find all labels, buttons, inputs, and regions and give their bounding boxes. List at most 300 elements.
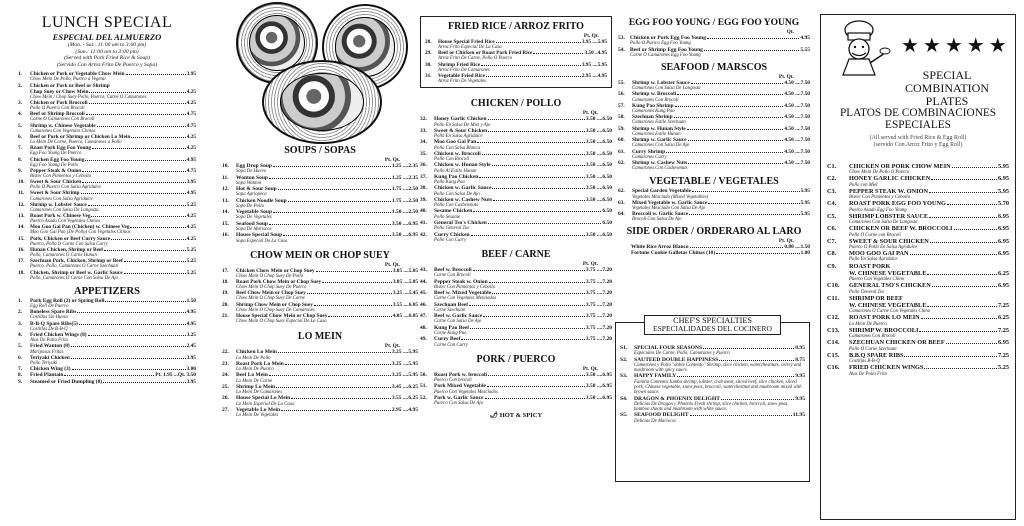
- menu-item: [618, 103, 810, 114]
- item-price: 3.50 ....6.95: [391, 232, 418, 239]
- item-description: Carne Con Salsa De Ajo: [434, 319, 482, 325]
- item-price: 4.95: [186, 190, 196, 197]
- menu-item: [618, 188, 810, 199]
- item-description: Lo Mein De Vegetales: [236, 413, 279, 419]
- item-description: Lo Mein De Camarones: [236, 390, 283, 396]
- item-price: Pt. 1.95 ...Qt. 3.50: [155, 372, 196, 379]
- item-name: Mixed Vegetable w. Garlic Sauce: [632, 199, 708, 206]
- menu-item: [827, 282, 1009, 294]
- item-description: Chow Mein O Chop Suey Especial De La Casa: [236, 319, 327, 324]
- item-description: Carne Con Curry: [434, 342, 468, 348]
- item-description: Camarones Estilo Szechuan: [632, 120, 686, 126]
- friedrice-pt-qt: Pt. Qt.: [583, 33, 599, 39]
- item-name: CHICKEN OR BEEF W. BROCCOLI: [849, 225, 953, 233]
- item-description: Lo Mein De Carne, Puerco, Camarones a Pollo: [30, 140, 122, 146]
- menu-item: [618, 114, 810, 125]
- item-price: 9.95: [795, 373, 805, 380]
- menu-item: [620, 373, 805, 395]
- item-name: Steamed or Fried Dumpling (8): [30, 378, 103, 385]
- item-description: Pollo Con Salsa Blanca: [434, 145, 480, 151]
- item-name: Roast Pork w. Chinese Veg: [30, 213, 91, 220]
- chowmein-title: CHOW MEIN OR CHOP SUEY: [250, 249, 390, 261]
- item-name: Teriyaki Chicken: [30, 354, 70, 361]
- menu-item: [425, 50, 607, 61]
- menu-item: [618, 250, 810, 256]
- item-price: 3.50 ....6.95: [585, 394, 612, 401]
- item-name: Chicken or Pork or Beef or Shrimp: [30, 82, 110, 89]
- eggfoo-qt: Qt.: [786, 29, 794, 35]
- menu-item: [618, 47, 810, 59]
- item-number: 12.: [222, 186, 229, 193]
- beef-title: BEEF / CARNE: [481, 249, 551, 261]
- item-description: Camarones Con Brocoli: [632, 97, 679, 103]
- item-number: 29.: [425, 50, 432, 57]
- item-name: Boneless Spare Ribs: [30, 309, 77, 316]
- item-name: Vegetable Lo Mein: [236, 406, 281, 413]
- item-price: 7.25: [997, 302, 1009, 310]
- item-description: Arroz Frito De Vegetales: [438, 78, 486, 84]
- item-name: Honey Garlic Chicken: [434, 116, 487, 123]
- item-price: 4.50 ....7.50: [784, 125, 810, 132]
- lunch-column: [18, 0, 196, 526]
- item-number: 17.: [18, 258, 25, 265]
- item-number: 54.: [618, 46, 625, 53]
- item-number: 15.: [18, 235, 25, 242]
- item-number: 38.: [420, 185, 427, 192]
- item-price: 3.50 ....6.50: [585, 127, 612, 134]
- item-name: FRIED CHICKEN WINGS: [849, 364, 924, 372]
- item-number: S2.: [620, 356, 628, 363]
- item-price: 3.25 ....5.45: [392, 290, 418, 297]
- menu-item: [620, 396, 805, 413]
- item-name: Chicken Lo Mein: [236, 349, 277, 356]
- item-description: Pollo Teriyaki: [30, 361, 58, 367]
- item-description: Sopa De Vegetales: [236, 215, 272, 221]
- menu-item: [420, 383, 612, 395]
- item-number: 14.: [18, 224, 25, 231]
- item-name: Roast Pork w. broccoli: [434, 371, 488, 378]
- lunch-hours-line: (Served with Pork Fried Rice & Soup): [64, 55, 150, 62]
- item-number: 62.: [618, 188, 625, 195]
- item-number: 50.: [420, 371, 427, 378]
- item-name: Beef w. Broccoli: [434, 267, 472, 274]
- menu-item: [18, 332, 196, 343]
- item-price: 5.70: [997, 200, 1009, 208]
- item-description: Camarones Con Brocoli: [849, 334, 896, 340]
- item-description: Carne O Camarones Egg Foo Young: [630, 52, 701, 58]
- item-number: 42.: [420, 231, 427, 238]
- item-name: Chop Suey or Chow Mein: [30, 88, 89, 95]
- menu-item: [18, 134, 196, 145]
- item-number: C10.: [827, 282, 840, 290]
- item-description: Alas De Pollo Frito: [849, 371, 887, 377]
- item-price: 5.25: [186, 246, 196, 253]
- item-number: 43.: [420, 267, 427, 274]
- item-description: Puerco Asado Egg Foo Young: [849, 207, 907, 213]
- item-description: Carne Con Brocoli: [434, 273, 471, 279]
- item-name: House Special Soup: [236, 232, 283, 239]
- chowmein-pt-qt: Pt. Qt.: [384, 261, 400, 268]
- menu-item: [827, 295, 1009, 302]
- menu-item: [827, 352, 1009, 364]
- item-description: Camarones Con Salsa De Langosta: [30, 207, 99, 213]
- item-name: Fortune Cookie Galletas Chinas (10): [631, 249, 716, 256]
- menu-item: [618, 211, 810, 222]
- item-name: ROAST PORK: [849, 262, 891, 270]
- item-description: Pollo Con Salsa De Ajo: [434, 191, 480, 197]
- eggfoo-title: EGG FOO YOUNG / EGG FOO YOUNG: [628, 18, 800, 28]
- item-price: 3.75 ....7.20: [585, 267, 612, 274]
- item-price: 4.25: [186, 100, 196, 107]
- item-description: Puerco Con brocoli: [434, 378, 472, 384]
- menu-item: [18, 379, 196, 385]
- item-name: Szechuan Pork, Chicken, Shrimp or Beef: [30, 258, 123, 265]
- item-name: HONEY GARLIC CHICKEN: [849, 175, 931, 183]
- item-name: SZECHUAN CHICKEN OR BEEF: [849, 339, 945, 347]
- item-number: 44.: [420, 278, 427, 285]
- menu-item: [222, 268, 418, 279]
- item-description: Vegetales Mezclado (Mixed Vegetables): [632, 194, 709, 200]
- item-name: Chicken w. Hunan Style: [434, 162, 491, 169]
- item-price: 3.55 ....6.05: [392, 301, 418, 308]
- menu-item: [420, 197, 612, 209]
- item-name: Broccoli w. Garlic Sauce: [632, 211, 689, 218]
- item-description: Lo Mein De Carne: [236, 378, 273, 384]
- item-name: Fried Wanton (8): [30, 343, 70, 350]
- item-number: 28.: [425, 39, 432, 45]
- item-price: 3.95 ....5.95: [581, 39, 607, 45]
- item-number: 41.: [420, 219, 427, 226]
- menu-item: [620, 412, 805, 424]
- menu-item: [827, 188, 1009, 200]
- menu-item: [827, 302, 1009, 314]
- special-combination-title: SPECIAL COMBINATION PLATES: [905, 68, 989, 108]
- item-name: Chicken w. Cashew Nuts: [434, 196, 493, 203]
- menu-item: [420, 139, 612, 151]
- item-name: General Tso's Chicken: [434, 219, 487, 226]
- item-number: C8.: [827, 250, 837, 258]
- item-description: Camarones Con Salsa De Langosta: [849, 220, 918, 226]
- menu-item: [827, 314, 1009, 326]
- item-description: Pollo En Salsa Agridulce: [849, 257, 898, 263]
- item-description: Lo Mein De Puerco: [236, 367, 274, 373]
- item-number: 62.: [618, 159, 625, 166]
- item-number: 26.: [222, 395, 229, 402]
- special-combination-note: (All served with Fried Rice & Egg Roll) (servido Con Arroz Frito y Egg Roll): [869, 135, 967, 148]
- menu-item: [420, 208, 612, 220]
- item-price: 6.50: [602, 219, 612, 226]
- item-number: 56.: [618, 91, 625, 98]
- item-description: Chow Mein O Chop Suey De Camarones: [236, 307, 315, 313]
- menu-item: [618, 149, 810, 160]
- item-number: 35.: [420, 150, 427, 157]
- item-number: 64.: [618, 211, 625, 218]
- item-number: 16.: [18, 246, 25, 253]
- item-description: Sopa De Huevo: [236, 169, 267, 175]
- item-number: 39.: [420, 196, 427, 203]
- item-price: 3.25 ....5.95: [391, 372, 418, 379]
- menu-item: [18, 343, 196, 354]
- item-description: Especiales De Carne, Pollo, Camarones y Puerco: [634, 351, 730, 357]
- item-price: 3.50 ....6.95: [585, 383, 612, 390]
- item-name: Shrimp w. Garlic Sauce: [632, 137, 687, 144]
- friedrice-list: [425, 39, 607, 84]
- menu-item: [827, 200, 1009, 212]
- item-name: Kung Pao Chicken: [434, 173, 479, 180]
- menu-item: [18, 111, 196, 122]
- item-name: Beef or Shrimp Egg Foo Young: [630, 46, 703, 53]
- sideorder-title: SIDE ORDER / ORDERARO AL LARO: [626, 225, 802, 237]
- plate-image: [262, 60, 382, 144]
- item-price: 3.95: [186, 71, 196, 78]
- item-description: Chow Mein De Pollo, Puerco a Vegetal: [30, 77, 106, 83]
- pepper-icon: 🌶: [489, 412, 499, 420]
- item-number: 5.: [18, 122, 22, 129]
- vegetable-list: [618, 188, 810, 222]
- item-description: Camarones Con Salsa Agridulce: [30, 196, 93, 202]
- lunch-header: [18, 0, 196, 68]
- item-number: 31.: [425, 72, 432, 79]
- menu-item: [425, 62, 607, 73]
- item-number: C6.: [827, 225, 837, 233]
- item-name: Chicken or Pork or Vegetable Chow Mein: [30, 71, 125, 78]
- beef-list: [420, 267, 612, 348]
- item-name: Roast Pork Chow Mein or Chop Suey: [236, 279, 322, 286]
- item-number: 22.: [222, 349, 229, 356]
- item-price: 4.50 ....7.50: [784, 148, 810, 155]
- item-price: 1.25 ....2.35: [391, 174, 418, 181]
- item-description: Sopa De Mariscos: [236, 226, 272, 232]
- item-description: Camarones Kung Pao: [632, 109, 675, 115]
- item-description: Familia Contenta Jumbo shrimp, lobster, crab meat, sliced beef, slice chicken, sliced pork, Chinese vegetable, snow peas, broccoli, waterchestnut and mushroom mixed with brown sauce.: [634, 379, 802, 396]
- item-number: C5.: [827, 212, 837, 220]
- item-name: Moo Goo Gai Pan (Chicken) w. Chinese Veg: [30, 224, 130, 231]
- lunch-hours: [18, 42, 196, 68]
- item-number: 53.: [618, 35, 625, 41]
- item-price: 3.25: [186, 332, 196, 339]
- menu-item: [18, 270, 196, 281]
- item-number: 55.: [618, 80, 625, 87]
- menu-item: [827, 225, 1009, 237]
- item-price: 4.50 ....7.50: [784, 91, 810, 98]
- item-name: Pepper Steak & Onion: [30, 167, 82, 174]
- menu-item: [222, 232, 418, 244]
- item-number: 59.: [618, 125, 625, 132]
- item-number: C16.: [827, 364, 840, 372]
- item-number: 49.: [420, 336, 427, 343]
- item-name: HAPPY FAMILY: [634, 373, 677, 380]
- item-name: Wonton Soup: [236, 174, 268, 181]
- item-name: Seafood Soup: [236, 220, 268, 227]
- item-name: SPECIAL FOUR SEASONS: [634, 345, 703, 351]
- pork-list: [420, 372, 612, 407]
- menu-item: [18, 145, 196, 156]
- menu-item: [420, 313, 612, 325]
- menu-item: [420, 151, 612, 163]
- item-number: 1.: [18, 297, 23, 304]
- item-description: Puerco Con Vegetales Mezclados: [434, 389, 498, 395]
- item-description: Egg Foo Young De Pollo: [30, 162, 79, 168]
- appetizers-title: APPETIZERS: [74, 285, 140, 297]
- item-name: Shrimp w. Lobster Sauce: [632, 80, 690, 87]
- item-number: C9.: [827, 262, 837, 270]
- friedrice-box: [420, 16, 612, 88]
- hot-spicy-note: 🌶 HOT & SPICY: [489, 412, 543, 420]
- item-description: Pollo O Carne con Brocoli: [849, 232, 901, 238]
- item-description: Camarones Con Salsa De Langosta: [632, 86, 701, 92]
- item-price: 4.50 ....7.50: [784, 137, 810, 144]
- item-name: Pork, Chicken or Beef Curry Sauce: [30, 235, 111, 242]
- item-number: C15.: [827, 351, 840, 359]
- item-price: 1.75 ....2.50: [391, 186, 418, 193]
- item-name: Chicken Chow Mein or Chop Suey: [236, 267, 315, 274]
- menu-item: [827, 175, 1009, 187]
- item-description: Moo Goo Gai Pan (De Pollo) Con Vegetales Chinos: [30, 230, 131, 236]
- item-price: 3.50 ....6.50: [585, 173, 612, 180]
- item-description: Pollo, Camarones O Carne Hunan: [30, 253, 97, 259]
- item-price: 3.50 ....6.50: [585, 150, 612, 157]
- item-description: Egg Foo Young De Puerco: [30, 151, 82, 157]
- item-name: Chicken or Pork Broccoli: [30, 100, 88, 107]
- item-number: 6.: [18, 354, 23, 361]
- item-price: 3.50 ....6.95: [585, 371, 612, 378]
- item-description: Puerco, Pollo, Camarones O Carne Szechuan: [30, 264, 118, 270]
- item-price: 4.05 ....6.05: [392, 312, 418, 319]
- item-number: 18.: [18, 269, 25, 276]
- item-price: 1.00: [800, 249, 810, 256]
- beef-pt-qt: Pt. Qt.: [582, 261, 598, 268]
- item-number: 7.: [18, 366, 23, 373]
- item-name: Szechuan Beef: [434, 301, 469, 308]
- menu-item: [620, 345, 805, 357]
- item-number: 9.: [18, 167, 22, 174]
- item-price: 4.25: [186, 88, 196, 95]
- lomein-list: [222, 349, 418, 418]
- item-name: Szechuan Shrimp: [632, 114, 673, 121]
- item-description: Pollo O Puerco Con Brocoli: [30, 106, 85, 112]
- item-price: 4.50 ....7.50: [784, 80, 810, 87]
- item-number: 11.: [18, 190, 25, 197]
- item-name: Pork w. Garlic Sauce: [434, 394, 484, 401]
- item-number: C4.: [827, 200, 837, 208]
- item-number: 40.: [420, 208, 427, 215]
- item-description: Pollo Con Curry: [434, 237, 467, 243]
- menu-item: [827, 163, 1009, 175]
- item-name: Beef w. Garlic Sauce: [434, 313, 483, 320]
- item-name: SHRIMP LOBSTER SAUCE: [849, 212, 929, 220]
- item-price: 6.50: [602, 208, 612, 215]
- item-number: S1.: [620, 345, 628, 351]
- item-price: 5.25: [997, 364, 1009, 372]
- menu-item: [18, 224, 196, 235]
- item-number: 7.: [18, 145, 22, 152]
- seafood-title: SEAFOOD / MARSCOS: [660, 62, 768, 74]
- item-name: Shrimp w. Chinese Vegetable: [30, 122, 96, 129]
- sideorder-list: [618, 244, 810, 256]
- item-price: 6.95: [997, 225, 1009, 233]
- item-number: 1.: [18, 71, 22, 78]
- item-price: 2.95 ....4.95: [391, 406, 418, 413]
- lomein-pt-qt: Pt. Qt.: [384, 343, 400, 350]
- menu-item: [618, 160, 810, 171]
- item-description: Camarones Con Vegetales Chinos: [30, 128, 96, 134]
- item-price: 4.75: [186, 122, 196, 129]
- menu-item: [18, 309, 196, 320]
- item-name: MOO GOO GAI PAN: [849, 250, 909, 258]
- item-price: 1.50 ....2.50: [391, 209, 418, 216]
- item-number: 20.: [222, 301, 229, 308]
- menu-item: [222, 407, 418, 419]
- item-price: 3.05 ....5.05: [392, 279, 418, 286]
- item-description: Chow Mein De Pollo O Puerco: [849, 170, 910, 176]
- item-name: Pepper Steak w. Onion: [434, 278, 488, 285]
- item-name: Curry Chicken: [434, 231, 470, 238]
- item-name: Beef or Chicken or Roast Pork Fried Rice: [438, 50, 533, 57]
- special-combination-box: [820, 14, 1016, 520]
- item-price: 3.50 ....6.50: [585, 162, 612, 169]
- item-name: Kung Pao Beef: [434, 324, 470, 331]
- menu-item: [618, 137, 810, 148]
- lunch-hours-line: (Servido Con Arroz Frito De Puerco y Sopa): [57, 61, 157, 68]
- menu-item: [18, 355, 196, 366]
- menu-item: [620, 357, 805, 374]
- item-name: Moo Goo Gai Pan: [434, 139, 477, 146]
- item-description: Camarones Curry: [632, 154, 667, 160]
- main-column: [420, 0, 612, 526]
- menu-item: [420, 232, 612, 244]
- item-name: Shrimp Lo Mein: [236, 383, 276, 390]
- item-price: 8.95: [795, 345, 805, 351]
- menu-item: [420, 116, 612, 128]
- item-name: Special Garden Vegetable: [632, 188, 691, 195]
- item-description: Sopa De Pollo: [236, 203, 264, 209]
- item-number: 24.: [222, 372, 229, 379]
- item-name: Chicken or Pork Egg Foo Young: [630, 35, 706, 41]
- item-description: Costillas Sin Hueso: [30, 315, 68, 321]
- item-name: Fried Chicken Wings (8): [30, 332, 87, 339]
- menu-item: [827, 213, 1009, 225]
- menu-item: [18, 298, 196, 309]
- item-number: C1.: [827, 163, 837, 170]
- item-name: CHICKEN OR PORK CHOW MEIN: [849, 163, 951, 170]
- item-price: 4.25: [186, 235, 196, 242]
- menu-item: [18, 168, 196, 179]
- item-number: 47.: [420, 313, 427, 320]
- chef-specialties-box: [615, 316, 810, 482]
- item-description: Costillas De B-B-Q: [30, 326, 68, 332]
- menu-item: [222, 290, 418, 301]
- item-price: 0.80 ....1.50: [784, 243, 810, 250]
- item-number: S5.: [620, 412, 628, 419]
- item-description: Lo Mein De Pollo: [236, 355, 271, 361]
- item-description: Lo Mein De Puerco: [849, 321, 887, 327]
- item-price: 8.75: [795, 356, 805, 363]
- item-description: Chow Mein O Chop Suey De Pollo: [236, 273, 304, 279]
- item-price: 2.45: [186, 343, 196, 350]
- menu-item: [222, 163, 418, 175]
- item-description: Sopa Especial De La Casa: [236, 238, 288, 244]
- item-number: 45.: [420, 290, 427, 297]
- item-description: Camarones Con Salsa De Ajo: [632, 143, 690, 149]
- soups-pt-qt: Pt. Qt.: [384, 157, 400, 163]
- item-name: ROAST PORK LO MEIN: [849, 314, 920, 322]
- item-description: Chow Mein O Chop Suey De Carne: [236, 296, 305, 302]
- menu-item: [18, 213, 196, 224]
- menu-item: [222, 279, 418, 290]
- item-number: 37.: [420, 173, 427, 180]
- item-price: 6.95: [997, 282, 1009, 290]
- menu-item: [618, 35, 810, 47]
